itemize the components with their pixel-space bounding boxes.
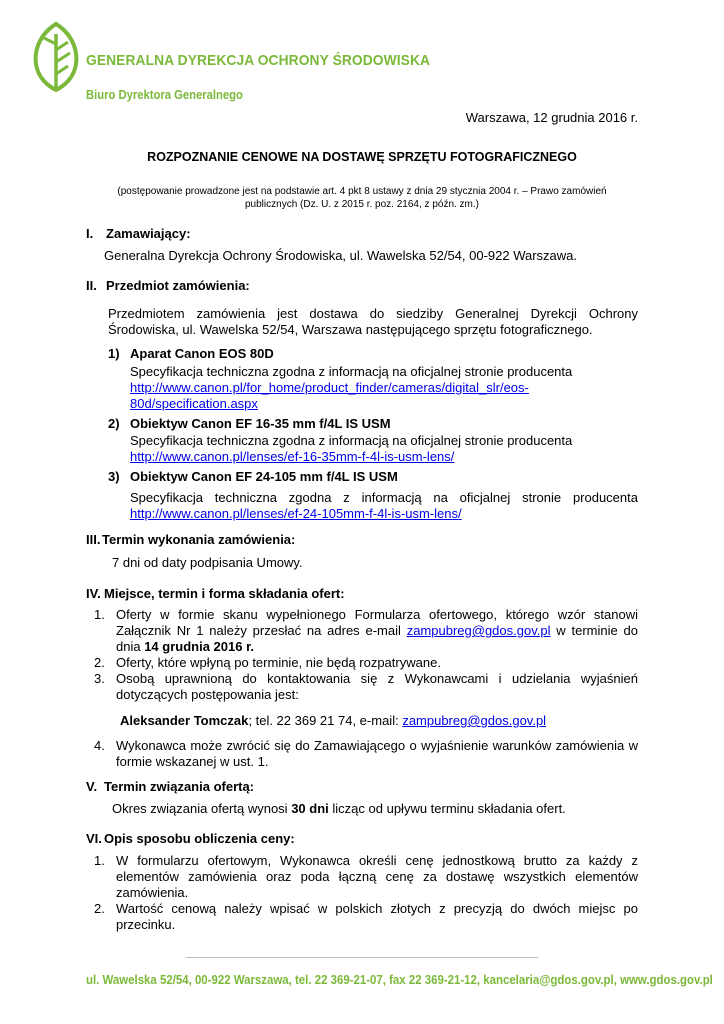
section-title: Przedmiot zamówienia:	[106, 278, 250, 293]
footer-divider	[186, 957, 538, 958]
offer-submission-list	[94, 607, 638, 770]
item-spec: Specyfikacja techniczna zgodna z informacją na oficjalnej stronie producenta	[130, 433, 573, 448]
item-text: W formularzu ofertowym, Wykonawca określi cenę jednostkową brutto za każdy z elementów zamówienia oraz poda łączną cenę za dostawę wszystkich elementów zamówienia.	[116, 853, 638, 900]
item-number: 3)	[108, 469, 120, 484]
item-number: 4.	[94, 738, 105, 753]
document-date: Warszawa, 12 grudnia 2016 r.	[465, 110, 638, 125]
section-2-heading	[86, 278, 250, 293]
section-5-heading	[86, 779, 254, 794]
section-title: Zamawiający:	[106, 226, 191, 241]
bid-validity-text	[112, 801, 566, 817]
item-number: 2)	[108, 416, 120, 431]
footer-contact: ul. Wawelska 52/54, 00-922 Warszawa, tel. 22 369-21-07, fax 22 369-21-12, kancelaria@gdos.gov.pl, www.gdos.gov.pl	[86, 972, 713, 987]
price-calculation-list	[94, 853, 638, 933]
contracting-authority-text: Generalna Dyrekcja Ochrony Środowiska, ul. Wawelska 52/54, 00-922 Warszawa.	[104, 248, 578, 263]
leaf-logo-icon	[30, 20, 80, 92]
item-title: Obiektyw Canon EF 24-105 mm f/4L IS USM	[130, 469, 398, 484]
section-1-heading	[86, 226, 191, 241]
contact-person	[94, 713, 638, 729]
email-link[interactable]: zampubreg@gdos.gov.pl	[406, 623, 551, 638]
bid-validity-days: 30 dni	[291, 801, 329, 816]
item-number: 2.	[94, 655, 105, 670]
list-item	[94, 607, 638, 655]
item-link[interactable]: http://www.canon.pl/lenses/ef-24-105mm-f-4l-is-usm-lens/	[130, 506, 462, 521]
list-item	[94, 901, 638, 933]
offer-instruction: Oferty w formie skanu wypełnionego Formularza ofertowego, którego wzór stanowi Załącznik Nr 1 należy przesłać na adres e-mail	[116, 607, 638, 638]
organization-name: GENERALNA DYREKCJA OCHRONY ŚRODOWISKA	[86, 52, 431, 69]
equipment-list	[108, 346, 638, 522]
section-number: III.	[86, 532, 101, 547]
contact-email-link[interactable]: zampubreg@gdos.gov.pl	[402, 713, 547, 728]
section-title: Miejsce, termin i forma składania ofert:	[104, 586, 345, 601]
section-title: Termin związania ofertą:	[104, 779, 255, 794]
item-link[interactable]: http://www.canon.pl/for_home/product_finder/cameras/digital_slr/eos-	[130, 380, 529, 395]
item-text: Oferty, które wpłyną po terminie, nie będą rozpatrywane.	[116, 655, 441, 670]
section-6-heading	[86, 831, 295, 846]
section-number: II.	[86, 278, 97, 293]
list-item	[108, 416, 638, 465]
item-link-continued[interactable]: 80d/specification.aspx	[130, 396, 258, 411]
item-link[interactable]: http://www.canon.pl/lenses/ef-16-35mm-f-4l-is-usm-lens/	[130, 449, 455, 464]
section-number: IV.	[86, 586, 101, 601]
item-title: Aparat Canon EOS 80D	[130, 346, 274, 361]
item-text: Osobą uprawnioną do kontaktowania się z Wykonawcami i udzielania wyjaśnień dotyczących postępowania jest:	[116, 671, 638, 702]
contact-details: ; tel. 22 369 21 74, e-mail:	[248, 713, 399, 728]
item-text	[116, 607, 638, 655]
subject-intro-text: Przedmiotem zamówienia jest dostawa do siedziby Generalnej Dyrekcji Ochrony Środowiska, ul. Wawelska 52/54, Warszawa następującego sprzętu fotograficznego.	[108, 306, 638, 337]
list-item	[108, 469, 638, 522]
item-number: 3.	[94, 671, 105, 686]
item-spec: Specyfikacja techniczna zgodna z informacją na oficjalnej stronie producenta	[130, 364, 573, 379]
item-text: Wartość cenową należy wpisać w polskich złotych z precyzją do dwóch miejsc po przecinku.	[116, 901, 638, 932]
deadline-date: 14 grudnia 2016 r.	[144, 639, 255, 654]
document-title: ROZPOZNANIE CENOWE NA DOSTAWĘ SPRZĘTU FOTOGRAFICZNEGO	[147, 150, 577, 164]
item-title: Obiektyw Canon EF 16-35 mm f/4L IS USM	[130, 416, 391, 431]
item-spec: Specyfikacja techniczna zgodna z informacją na oficjalnej stronie producenta	[130, 490, 638, 505]
execution-term-text: 7 dni od daty podpisania Umowy.	[112, 555, 303, 570]
list-item	[94, 655, 638, 671]
item-text: Wykonawca może zwrócić się do Zamawiającego o wyjaśnienie warunków zamówienia w formie wskazanej w ust. 1.	[116, 738, 638, 769]
section-3-heading	[86, 532, 295, 547]
list-item	[94, 853, 638, 901]
list-item	[94, 671, 638, 703]
section-title: Opis sposobu obliczenia ceny:	[104, 831, 295, 846]
item-number: 2.	[94, 901, 105, 916]
item-number: 1.	[94, 607, 105, 622]
legal-basis-note: (postępowanie prowadzone jest na podstawie art. 4 pkt 8 ustawy z dnia 29 stycznia 2004 r. – Prawo zamówień publicznych (Dz. U. z 2015 r. poz. 2164, z późn. zm.)	[117, 186, 607, 210]
section-4-heading	[86, 586, 345, 601]
deadline-prefix: w terminie do dnia	[116, 623, 638, 654]
section-number: V.	[86, 779, 98, 794]
item-number: 1)	[108, 346, 120, 361]
organization-department: Biuro Dyrektora Generalnego	[86, 88, 243, 102]
bid-validity-prefix: Okres związania ofertą wynosi	[112, 801, 288, 816]
section-number: VI.	[86, 831, 102, 846]
section-title: Termin wykonania zamówienia:	[102, 532, 296, 547]
contact-name: Aleksander Tomczak	[120, 713, 249, 728]
list-item	[108, 346, 638, 412]
list-item	[94, 738, 638, 770]
section-number: I.	[86, 226, 94, 241]
item-number: 1.	[94, 853, 105, 868]
bid-validity-suffix: licząc od upływu terminu składania ofert.	[332, 801, 566, 816]
